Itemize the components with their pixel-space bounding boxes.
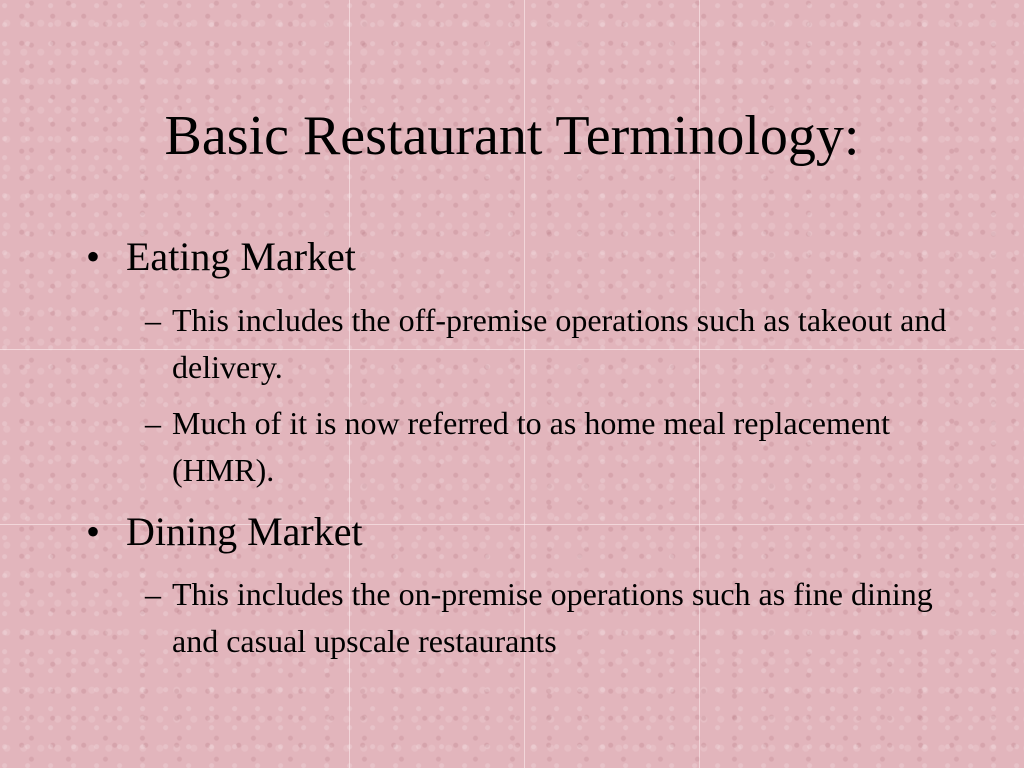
- dash-icon: –: [145, 576, 161, 612]
- bullet-dining-market: [86, 509, 686, 555]
- dash-icon: –: [145, 302, 161, 338]
- sub-bullet-on-premise: [145, 571, 965, 665]
- bullet-icon: •: [86, 234, 101, 279]
- slide-title: Basic Restaurant Terminology:: [164, 105, 860, 167]
- sub-bullet-hmr: [145, 400, 965, 494]
- bullet-label: Dining Market: [126, 509, 363, 554]
- sub-bullet-text: Much of it is now referred to as home meal replacement (HMR).: [172, 405, 890, 488]
- sub-bullet-text: This includes the off-premise operations such as takeout and delivery.: [172, 302, 947, 385]
- bullet-eating-market: [86, 234, 686, 280]
- bullet-label: Eating Market: [126, 234, 356, 279]
- sub-bullet-off-premise: [145, 297, 965, 391]
- dash-icon: –: [145, 405, 161, 441]
- sub-bullet-text: This includes the on-premise operations such as fine dining and casual upscale restaurants: [172, 576, 933, 659]
- bullet-icon: •: [86, 509, 101, 554]
